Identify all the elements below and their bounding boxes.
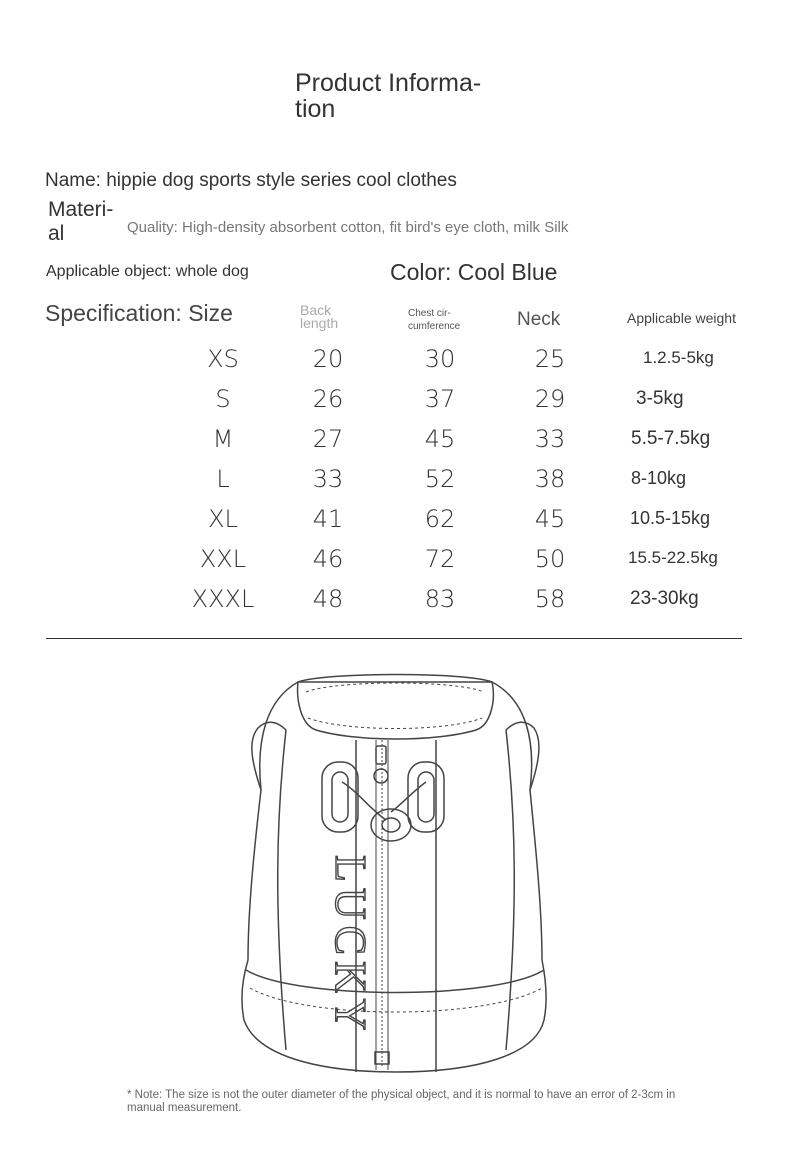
product-color: Color: Cool Blue [390,259,558,285]
size-cell: XL [208,505,238,533]
dog-vest-illustration [236,670,556,1075]
size-cell: XXXL [191,585,255,613]
chest-cell: 30 [424,345,456,373]
neck-cell: 38 [534,465,566,493]
size-cell: M [212,425,234,453]
measurement-note: * Note: The size is not the outer diameter of the physical object, and it is normal to have an error of 2-3cm in manual measurement. [127,1089,676,1114]
weight-cell: 23-30kg [630,588,699,609]
material-label: Materi- al [48,198,114,245]
material-quality: Quality: High-density absorbent cotton, fit bird's eye cloth, milk Silk [127,219,569,236]
neck-cell: 58 [534,585,566,613]
back-length-cell: 20 [312,345,344,373]
neck-cell: 45 [534,505,566,533]
size-cell: L [216,465,230,493]
product-name: Name: hippie dog sports style series cool clothes [45,170,457,191]
back-length-cell: 48 [312,585,344,613]
divider [46,638,742,639]
weight-cell: 15.5-22.5kg [628,548,718,567]
back-length-cell: 33 [312,465,344,493]
chest-cell: 62 [424,505,456,533]
chest-cell: 72 [424,545,456,573]
chest-cell: 52 [424,465,456,493]
chest-cell: 45 [424,425,456,453]
size-cell: S [215,385,231,413]
vest-lucky-text: LUCKY [326,855,375,1037]
weight-cell: 3-5kg [636,388,684,409]
header-chest-circumference: Chest cir- cumference [408,308,461,332]
header-back-length: Back length [300,302,339,331]
weight-cell: 5.5-7.5kg [631,428,711,449]
neck-cell: 29 [534,385,566,413]
neck-cell: 25 [534,345,566,373]
applicable-object: Applicable object: whole dog [46,263,249,280]
chest-cell: 83 [424,585,456,613]
size-cell: XS [207,345,239,373]
neck-cell: 50 [534,545,566,573]
weight-cell: 8-10kg [631,468,687,488]
weight-cell: 1.2.5-5kg [643,348,714,367]
back-length-cell: 46 [312,545,344,573]
back-length-cell: 41 [312,505,344,533]
page-title: Product Informa- tion [295,69,482,123]
back-length-cell: 27 [312,425,344,453]
size-cell: XXL [199,545,247,573]
specification-label: Specification: Size [45,300,233,326]
header-neck: Neck [517,309,561,330]
header-applicable-weight: Applicable weight [627,310,736,326]
back-length-cell: 26 [312,385,344,413]
neck-cell: 33 [534,425,566,453]
weight-cell: 10.5-15kg [630,508,711,528]
chest-cell: 37 [424,385,456,413]
